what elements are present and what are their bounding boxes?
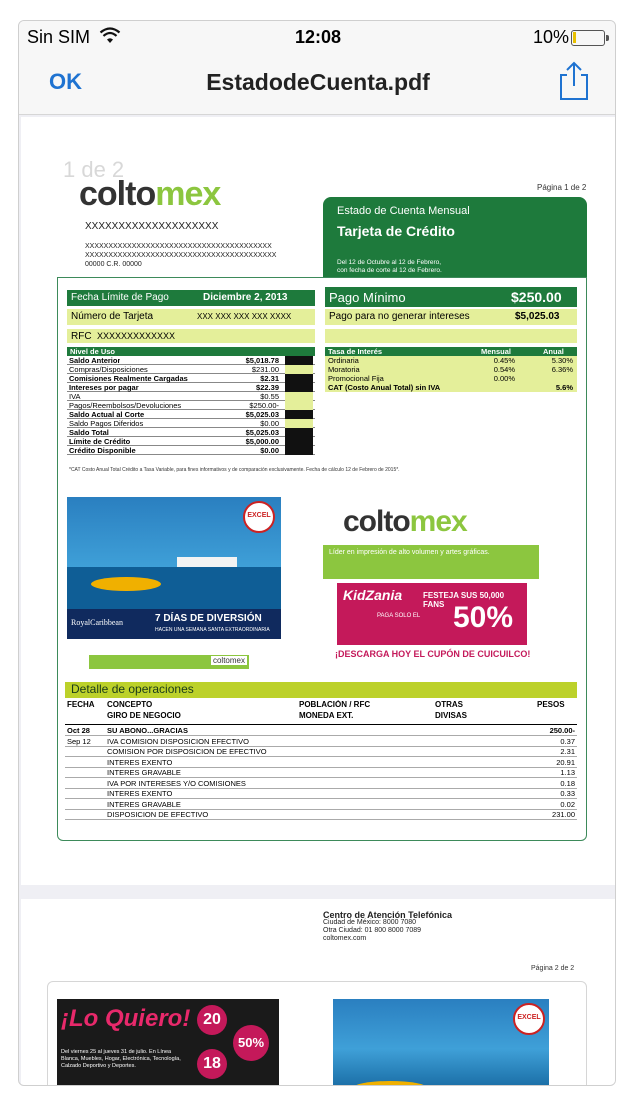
royal-caribbean-ad[interactable] bbox=[67, 497, 281, 639]
statement-period: Del 12 de Octubre al 12 de Febrero, con fecha de corte al 12 de Febrero. bbox=[337, 259, 442, 274]
kidzania-ad[interactable]: KidZania FESTEJA SUS 50,000 FANS PAGA SOLO EL 50% ¡DESCARGA HOY EL CUPÓN DE CUICUILCO! bbox=[337, 583, 527, 645]
address-line-3: 00000 C.R. 00000 bbox=[85, 261, 142, 268]
uso-row: Intereses por pagar $22.39 bbox=[67, 383, 315, 392]
uso-row: IVA $0.55 bbox=[67, 392, 315, 401]
operations-columns: FECHA CONCEPTO GIRO DE NEGOCIO POBLACIÓN / RFC MONEDA EXT. OTRAS DIVISAS PESOS bbox=[67, 700, 565, 720]
document-title: EstadodeCuenta.pdf bbox=[206, 69, 430, 95]
battery-icon bbox=[571, 30, 605, 46]
pdf-viewer[interactable] bbox=[19, 115, 616, 1086]
operation-row: IVA POR INTERESES Y/O COMISIONES 0.18 bbox=[65, 779, 577, 789]
tasa-de-interes-table bbox=[325, 347, 577, 397]
operation-row: INTERES EXENTO 20.91 bbox=[65, 758, 577, 768]
pdf-page-1 bbox=[21, 117, 615, 885]
page-number-2: Página 2 de 2 bbox=[531, 965, 575, 972]
excel-kayak-ad[interactable] bbox=[333, 999, 549, 1086]
pdf-page-2 bbox=[21, 899, 615, 1086]
share-icon[interactable] bbox=[557, 59, 591, 101]
tasa-row: Ordinaria 0.45% 5.30% bbox=[325, 356, 577, 365]
uso-row: Crédito Disponible $0.00 bbox=[67, 446, 315, 455]
uso-row: Saldo Pagos Diferidos $0.00 bbox=[67, 419, 315, 428]
clock-time: 12:08 bbox=[294, 27, 342, 47]
coltomex-banner: coltomex bbox=[89, 655, 249, 669]
operation-row: Oct 28 SU ABONO...GRACIAS 250.00- bbox=[67, 726, 575, 735]
navigation-bar bbox=[19, 53, 616, 115]
ad1-subline: HACEN UNA SEMANA SANTA EXTRAORDINARIA bbox=[155, 627, 270, 633]
tasa-row: Promocional Fija 0.00% bbox=[325, 374, 577, 383]
uso-row: Pagos/Reembolsos/Devoluciones $250.00- bbox=[67, 401, 315, 410]
kidzania-logo: KidZania bbox=[343, 587, 403, 603]
uso-row: Comisiones Realmente Cargadas $2.31 bbox=[67, 374, 315, 383]
tasa-header: Tasa de Interés Mensual Anual bbox=[325, 347, 577, 356]
ok-button[interactable]: OK bbox=[49, 69, 82, 94]
rfc-row: RFC XXXXXXXXXXXXX bbox=[67, 329, 315, 343]
page-watermark: 1 de 2 bbox=[63, 157, 125, 182]
uso-row: Saldo Total $5,025.03 bbox=[67, 428, 315, 437]
nivel-de-uso-table: Nivel de Uso Saldo Anterior $5,018.78 Compras/Disposiciones $231.00 Comisiones Realmente Cargadas $2.31 Intereses por pagar $22.39 IVA $0.55 Pagos/Reembolsos/Devoluciones $250.00- Saldo Actual al Corte $5,025.03 Saldo Pagos Diferidos $0.00 Saldo Total $5,025.03 Límite de Crédito $5,000.00 Crédito Disponible $0.00 bbox=[67, 347, 315, 459]
cat-footnote: *CAT Costo Anual Total Crédito a Tasa Variable, para fines informativos y de comparación exclusivamente. Fecha de cálculo 12 de Febrero de 2015*. bbox=[69, 467, 400, 473]
excel-badge: EXCEL bbox=[513, 1003, 545, 1035]
battery-percent: 10% bbox=[533, 27, 570, 47]
status-bar bbox=[19, 21, 616, 53]
address-line-2: XXXXXXXXXXXXXXXXXXXXXXXXXXXXXXXXXXXXXXXXX bbox=[85, 252, 277, 259]
operation-row: INTERES GRAVABLE 0.02 bbox=[65, 800, 577, 810]
uso-row: Compras/Disposiciones $231.00 bbox=[67, 365, 315, 374]
address-line-1: XXXXXXXXXXXXXXXXXXXXXXXXXXXXXXXXXXXXXXXX bbox=[85, 243, 272, 250]
coltomex-logo: coltomex bbox=[79, 175, 221, 213]
statement-type: Estado de Cuenta Mensual bbox=[337, 205, 470, 217]
kayak-image bbox=[353, 1081, 427, 1086]
coltomex-tagline: Líder en impresión de alto volumen y artes gráficas. bbox=[323, 545, 539, 579]
phone-screen bbox=[18, 20, 616, 1086]
uso-row: Saldo Anterior $5,018.78 bbox=[67, 356, 315, 365]
coltomex-ad[interactable]: coltomex bbox=[343, 505, 467, 538]
statement-header bbox=[323, 197, 587, 277]
cruise-ship-image bbox=[177, 557, 237, 567]
contact-info: Centro de Atención Telefónica Ciudad de México: 8000 7080 Otra Ciudad: 01 800 8000 7089 coltomex.com bbox=[323, 910, 453, 942]
operation-row: DISPOSICION DE EFECTIVO 231.00 bbox=[65, 810, 577, 820]
kidzania-cta: ¡DESCARGA HOY EL CUPÓN DE CUICUILCO! bbox=[335, 649, 531, 659]
tasa-row: CAT (Costo Anual Total) sin IVA 5.6% bbox=[325, 383, 577, 392]
tasa-row: Moratoria 0.54% 6.36% bbox=[325, 365, 577, 374]
operations-title: Detalle de operaciones bbox=[65, 682, 577, 698]
fecha-limite-row: Fecha Límite de Pago Diciembre 2, 2013 bbox=[67, 290, 315, 306]
page-number: Página 1 de 2 bbox=[537, 183, 587, 192]
pago-minimo-row: Pago Mínimo $250.00 bbox=[325, 287, 577, 307]
royal-caribbean-logo: RoyalCaribbean bbox=[71, 618, 123, 627]
carrier-label: Sin SIM bbox=[27, 27, 91, 47]
lo-quiero-ad[interactable]: ¡Lo Quiero! 20 18 50% Del viernes 25 al jueves 31 de julio. En Línea Blanca, Muebles, Hogar, Electrónica, Tecnología, Calzado Deportivo y Deportes. bbox=[57, 999, 279, 1086]
excel-badge: EXCEL bbox=[243, 501, 275, 533]
blank-row bbox=[325, 329, 577, 343]
pago-no-intereses-row: Pago para no generar intereses $5,025.03 bbox=[325, 309, 577, 325]
ad1-headline: 7 DÍAS DE DIVERSIÓN bbox=[155, 613, 262, 624]
operation-row: Sep 12 IVA COMISION DISPOSICION EFECTIVO 0.37 bbox=[67, 736, 575, 746]
uso-row: Límite de Crédito $5,000.00 bbox=[67, 437, 315, 446]
operation-row: INTERES GRAVABLE 1.13 bbox=[65, 768, 577, 778]
card-type: Tarjeta de Crédito bbox=[337, 223, 455, 239]
kayak-image bbox=[91, 577, 161, 591]
operation-row: COMISION POR DISPOSICION DE EFECTIVO 2.31 bbox=[65, 747, 577, 757]
operation-row: INTERES EXENTO 0.33 bbox=[65, 789, 577, 799]
customer-name: XXXXXXXXXXXXXXXXXXXX bbox=[85, 221, 219, 232]
uso-row: Saldo Actual al Corte $5,025.03 bbox=[67, 410, 315, 419]
numero-tarjeta-row: Número de Tarjeta XXX XXX XXX XXX XXXX bbox=[67, 309, 315, 325]
